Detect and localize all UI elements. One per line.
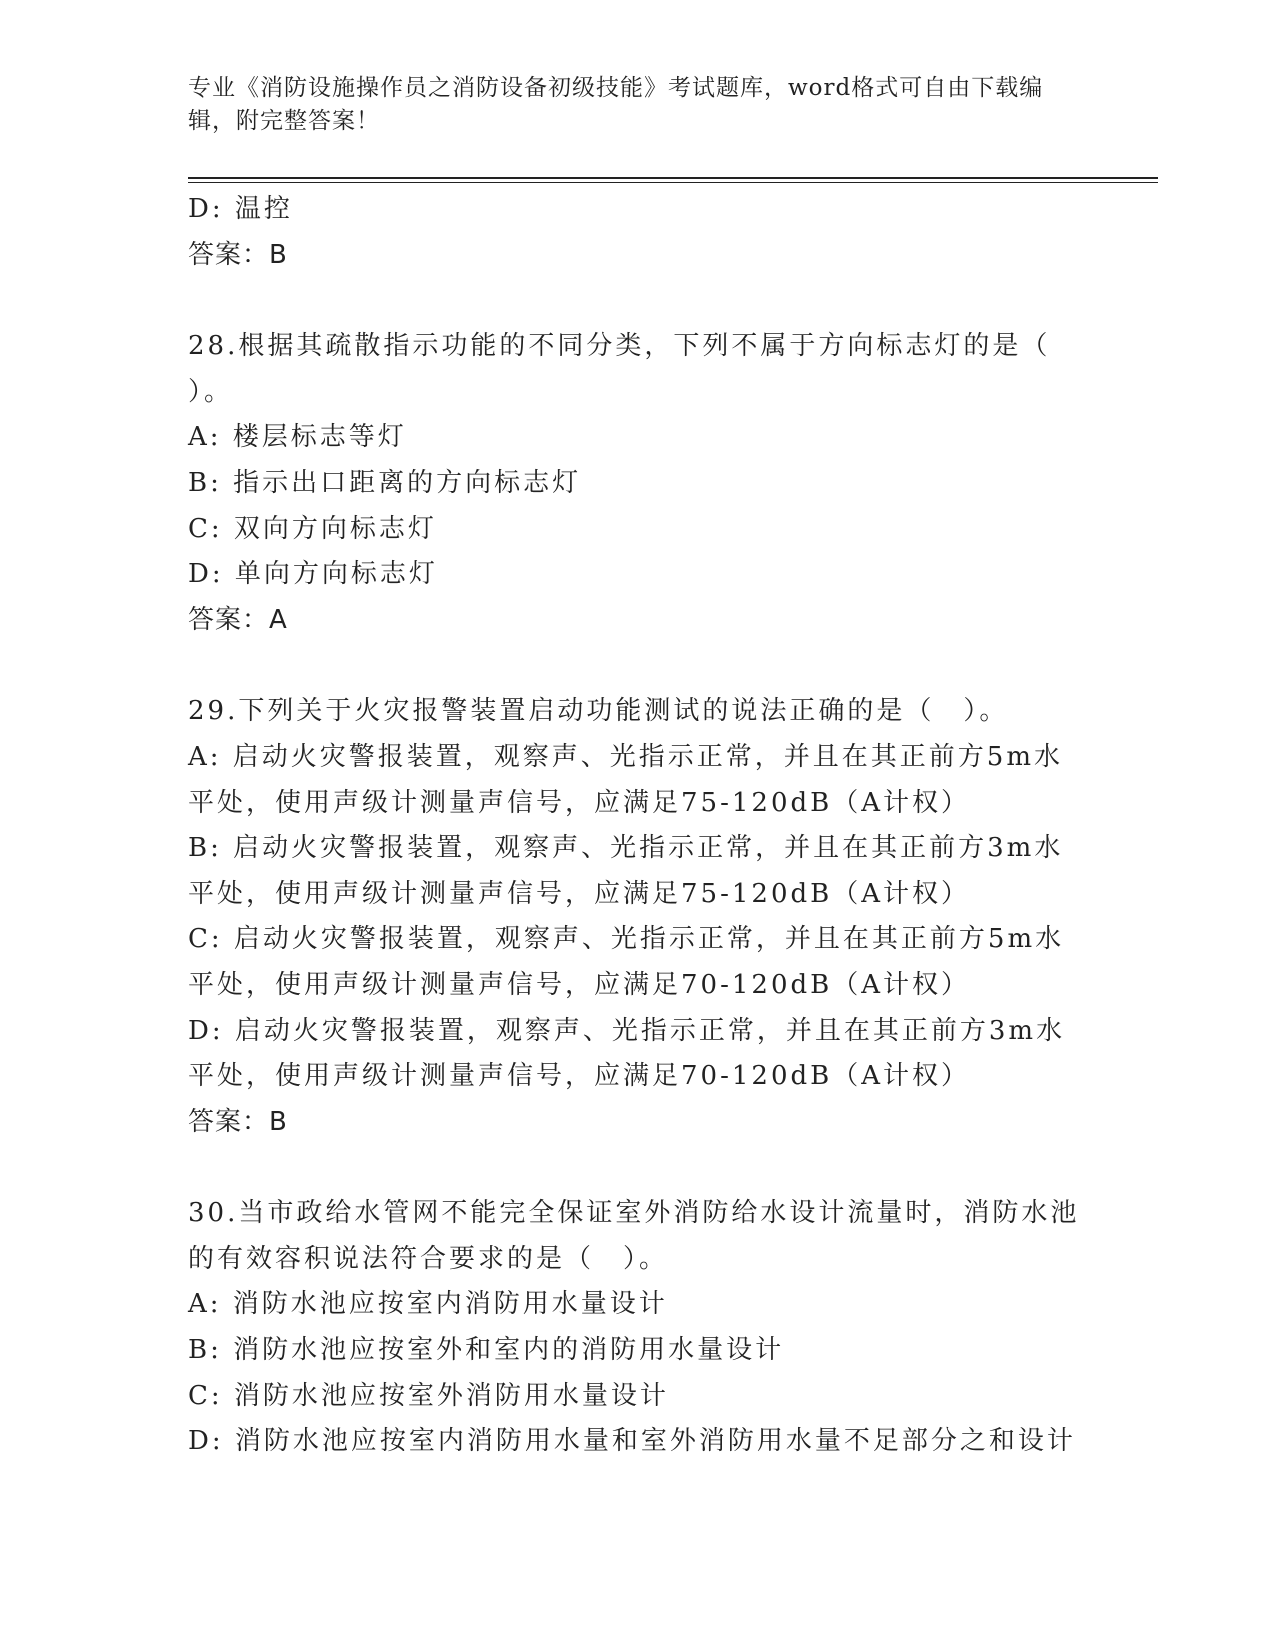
- option-a: A: 启动火灾警报装置，观察声、光指示正常，并且在其正前方5m水: [188, 741, 1063, 772]
- header-divider-thin: [188, 182, 1158, 183]
- page-header: [188, 72, 1088, 138]
- option-c: C: 消防水池应按室外消防用水量设计: [188, 1380, 669, 1411]
- question-28: [188, 324, 1088, 643]
- option-b: B: 启动火灾警报装置，观察声、光指示正常，并且在其正前方3m水: [188, 833, 1064, 864]
- header-line-1: 专业《消防设施操作员之消防设备初级技能》考试题库，word格式可自由下载编: [188, 75, 1044, 101]
- option-b: B: 消防水池应按室外和室内的消防用水量设计: [188, 1335, 785, 1366]
- question-stem: 28.根据其疏散指示功能的不同分类，下列不属于方向标志灯的是（: [188, 331, 1051, 362]
- document-body: [188, 187, 1088, 1465]
- option-b: B: 指示出口距离的方向标志灯: [188, 467, 582, 498]
- answer: 答案：B: [188, 1106, 288, 1137]
- question-30: [188, 1191, 1088, 1465]
- option-d-cont: 平处，使用声级计测量声信号，应满足70-120dB（A计权）: [188, 1061, 971, 1092]
- option-c-cont: 平处，使用声级计测量声信号，应满足70-120dB（A计权）: [188, 969, 971, 1000]
- question-stem: 30.当市政给水管网不能完全保证室外消防给水设计流量时，消防水池: [188, 1198, 1080, 1229]
- option-c: C: 启动火灾警报装置，观察声、光指示正常，并且在其正前方5m水: [188, 924, 1065, 955]
- option-b-cont: 平处，使用声级计测量声信号，应满足75-120dB（A计权）: [188, 878, 971, 909]
- option-d: D: 温控: [188, 194, 293, 224]
- option-d: D: 消防水池应按室内消防用水量和室外消防用水量不足部分之和设计: [188, 1426, 1076, 1457]
- question-stem-cont: 的有效容积说法符合要求的是（ ）。: [188, 1243, 669, 1274]
- option-a: A: 消防水池应按室内消防用水量设计: [188, 1289, 668, 1320]
- option-d: D: 启动火灾警报装置，观察声、光指示正常，并且在其正前方3m水: [188, 1015, 1066, 1046]
- option-a: A: 楼层标志等灯: [188, 422, 407, 453]
- answer: 答案：A: [188, 604, 288, 635]
- answer: 答案：B: [188, 239, 288, 270]
- option-c: C: 双向方向标志灯: [188, 513, 437, 544]
- header-divider-thick: [188, 177, 1158, 179]
- question-stem: 29.下列关于火灾报警装置启动功能测试的说法正确的是（ ）。: [188, 696, 1009, 727]
- question-29: [188, 689, 1088, 1145]
- option-a-cont: 平处，使用声级计测量声信号，应满足75-120dB（A计权）: [188, 787, 971, 818]
- previous-question-tail: [188, 187, 1088, 278]
- question-stem-cont: ）。: [188, 376, 234, 407]
- header-line-2: 辑，附完整答案！: [188, 108, 380, 134]
- option-d: D: 单向方向标志灯: [188, 559, 438, 590]
